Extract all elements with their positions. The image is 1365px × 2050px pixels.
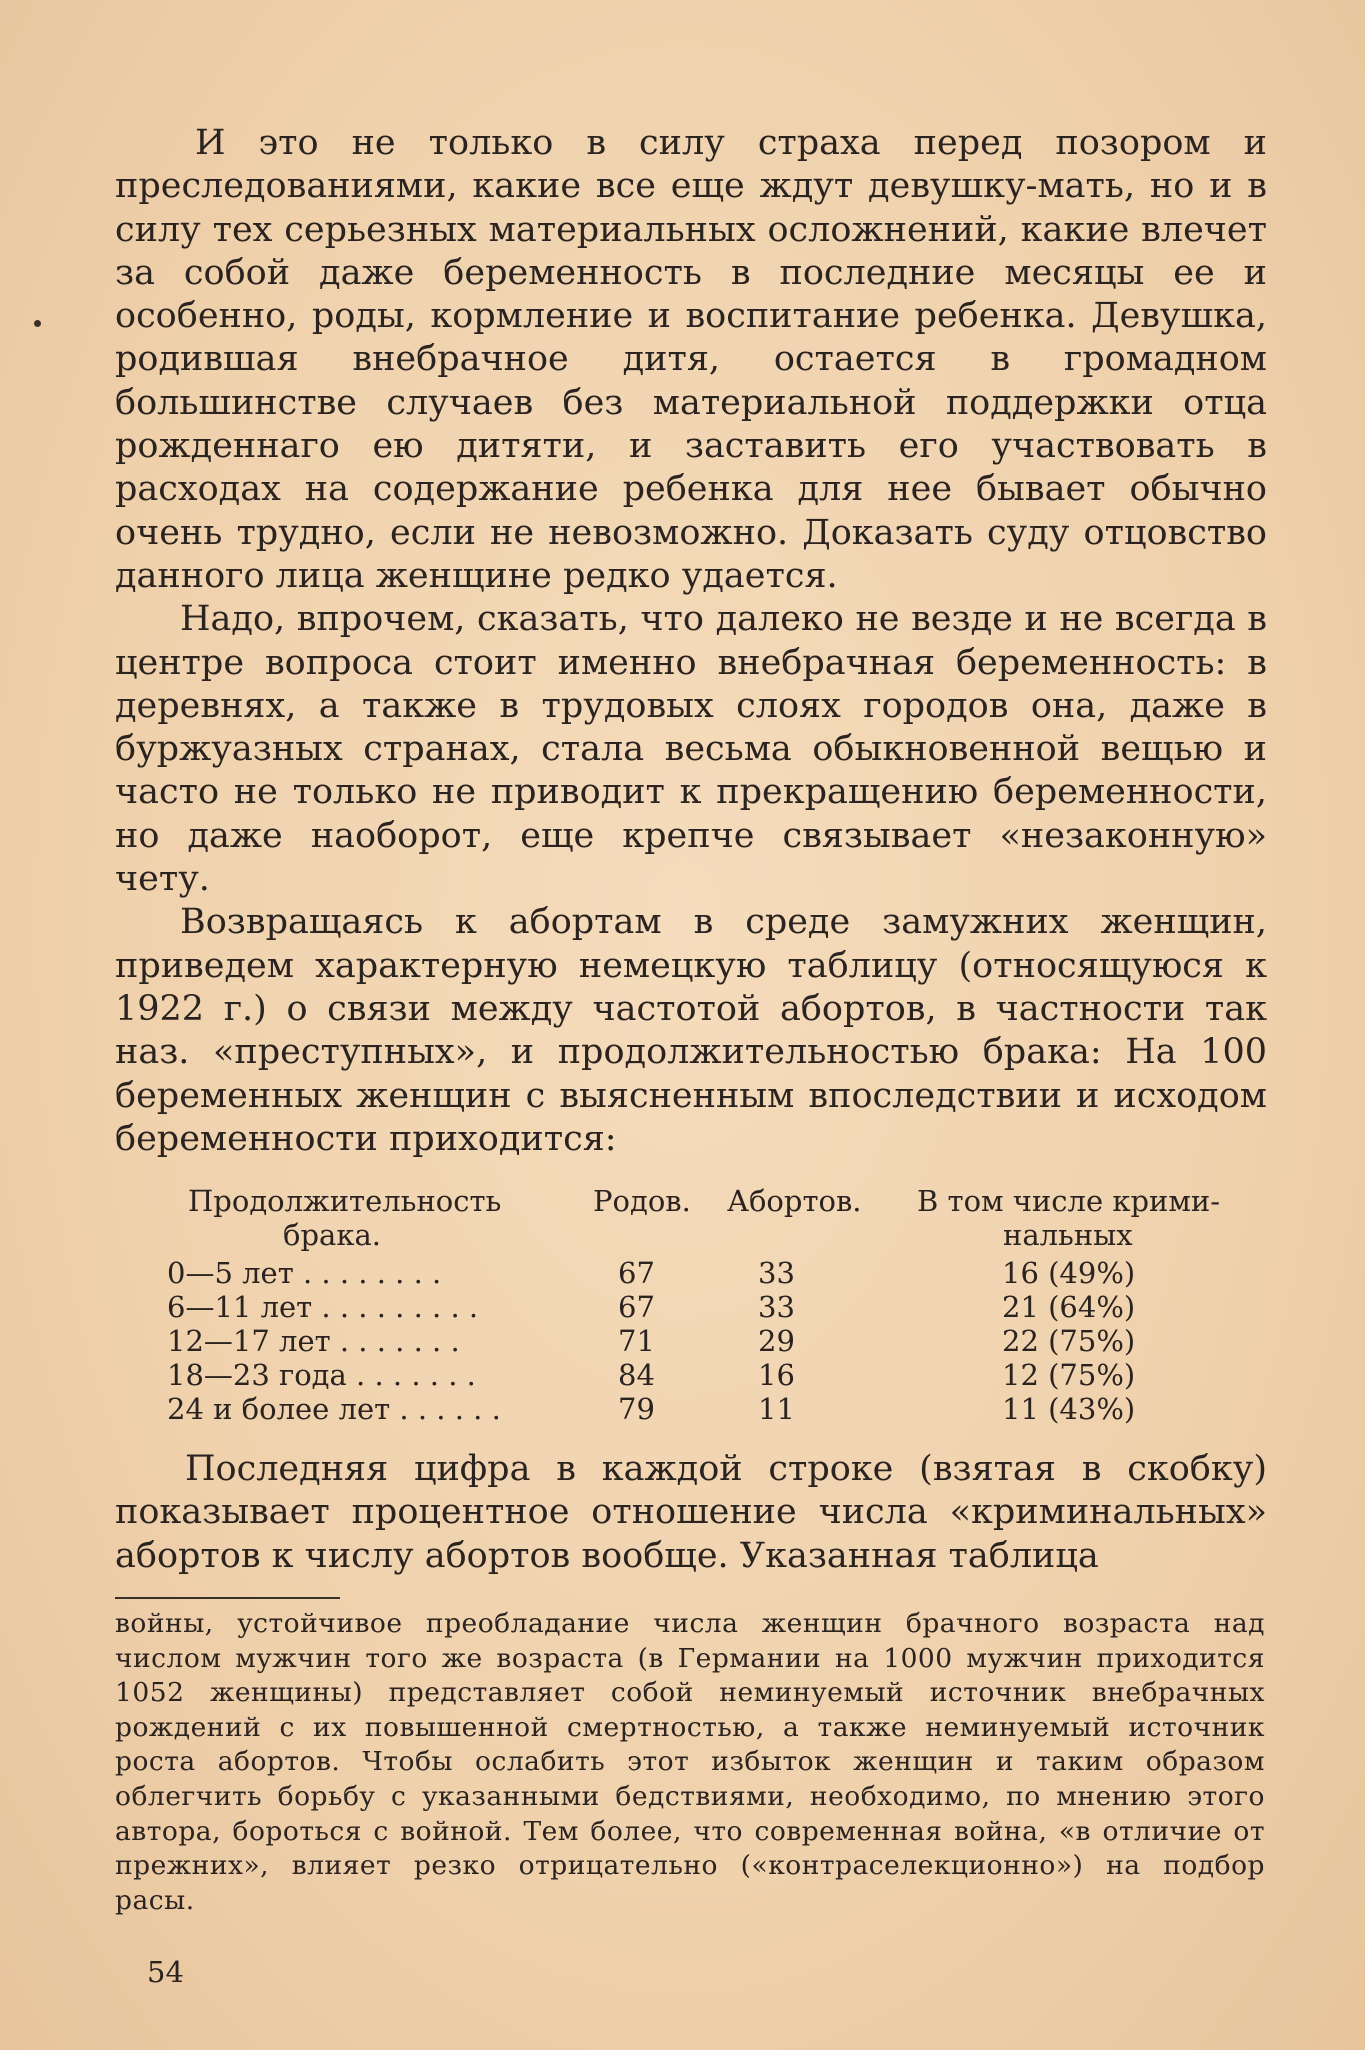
footnote-text: войны, устойчивое преобладание числа женщин брачного возраста над числом мужчин того же возраста (в Германии на 1000 мужчин приходится 1052 женщины) представляет собой неминуемый источник внебрачных рождений с их повышенной смертностью, а также неминуемый источник роста абортов. Чтобы ослабить этот избыток женщин и таким образом облегчить борьбу с указанными бедствиями, необходимо, по мнению этого автора, бороться с войной. Тем более, что современная война, «в отличие от прежних», влияет резко отрицательно («контраселекционно») на подбор расы.: [115, 1608, 1265, 1916]
cell-criminal: 11 (43%): [1002, 1392, 1136, 1426]
cell-duration: 18—23 года . . . . . . .: [167, 1358, 476, 1392]
table-row: [115, 1392, 1267, 1426]
cell-criminal: 12 (75%): [1002, 1358, 1136, 1392]
cell-duration: 24 и более лет . . . . . .: [167, 1392, 501, 1426]
cell-births: 71: [618, 1324, 655, 1358]
cell-criminal: 21 (64%): [1002, 1290, 1136, 1324]
table-row: [115, 1256, 1267, 1290]
header-duration-cont: брака.: [283, 1218, 381, 1252]
paragraph-2: Надо, впрочем, сказать, что далеко не везде и не всегда в центре вопроса стоит именно внебрачная беременность: в деревнях, а также в трудовых слоях городов она, даже в буржуазных странах, стала весьма обыкновенной вещью и часто не только не приводит к прекращению беременности, но даже наоборот, еще крепче связывает «незаконную» чету.: [115, 599, 1267, 900]
table-row: [115, 1324, 1267, 1358]
cell-abortions: 33: [758, 1256, 795, 1290]
cell-abortions: 11: [758, 1392, 795, 1426]
margin-dot-mark: [34, 320, 41, 327]
table-row: [115, 1358, 1267, 1392]
cell-criminal: 16 (49%): [1002, 1256, 1136, 1290]
cell-criminal: 22 (75%): [1002, 1324, 1136, 1358]
page-number: 54: [147, 1955, 184, 1989]
cell-abortions: 33: [758, 1290, 795, 1324]
cell-abortions: 29: [758, 1324, 795, 1358]
paragraph-3: Возвращаясь к абортам в среде замужних женщин, приведем характерную немецкую таблицу (относящуюся к 1922 г.) о связи между частотой абортов, в частности так наз. «преступных», и продолжительностью брака: На 100 беременных женщин с выясненным впоследствии и исходом беременности приходится:: [115, 902, 1267, 1159]
cell-births: 67: [618, 1256, 655, 1290]
cell-abortions: 16: [758, 1358, 795, 1392]
paragraph-4: Последняя цифра в каждой строке (взятая в скобку) показывает процентное отношение числа «криминальных» абортов к числу абортов вообще. Указанная таблица: [115, 1449, 1267, 1576]
paragraph-1: И это не только в силу страха перед позором и преследованиями, какие все еще ждут девушку-мать, но и в силу тех серьезных материальных осложнений, какие влечет за собой даже беременность в последние месяцы ее и особенно, роды, кормление и воспитание ребенка. Девушка, родившая внебрачное дитя, остается в громадном большинстве случаев без материальной поддержки отца рожденнаго ею дитяти, и заставить его участвовать в расходах на содержание ребенка для нее бывает обычно очень трудно, если не невозможно. Доказать суду отцовство данного лица женщине редко удается.: [115, 123, 1267, 596]
cell-duration: 6—11 лет . . . . . . . . .: [167, 1290, 479, 1324]
footnote: [115, 1607, 1265, 1918]
footnote-divider: [115, 1597, 340, 1599]
abortion-statistics-table: [115, 1184, 1267, 1426]
table-header: [115, 1184, 1267, 1256]
cell-births: 84: [618, 1358, 655, 1392]
header-criminal: В том числе крими-: [917, 1184, 1221, 1218]
header-criminal-cont: нальных: [1003, 1218, 1133, 1252]
main-text-block: [115, 122, 1267, 1161]
post-table-text: [115, 1448, 1267, 1578]
cell-births: 67: [618, 1290, 655, 1324]
cell-duration: 0—5 лет . . . . . . . .: [167, 1256, 442, 1290]
cell-duration: 12—17 лет . . . . . . .: [167, 1324, 460, 1358]
table-row: [115, 1290, 1267, 1324]
header-abortions: Абортов.: [727, 1184, 862, 1218]
header-births: Родов.: [593, 1184, 691, 1218]
header-duration: Продолжительность: [188, 1184, 502, 1218]
cell-births: 79: [618, 1392, 655, 1426]
